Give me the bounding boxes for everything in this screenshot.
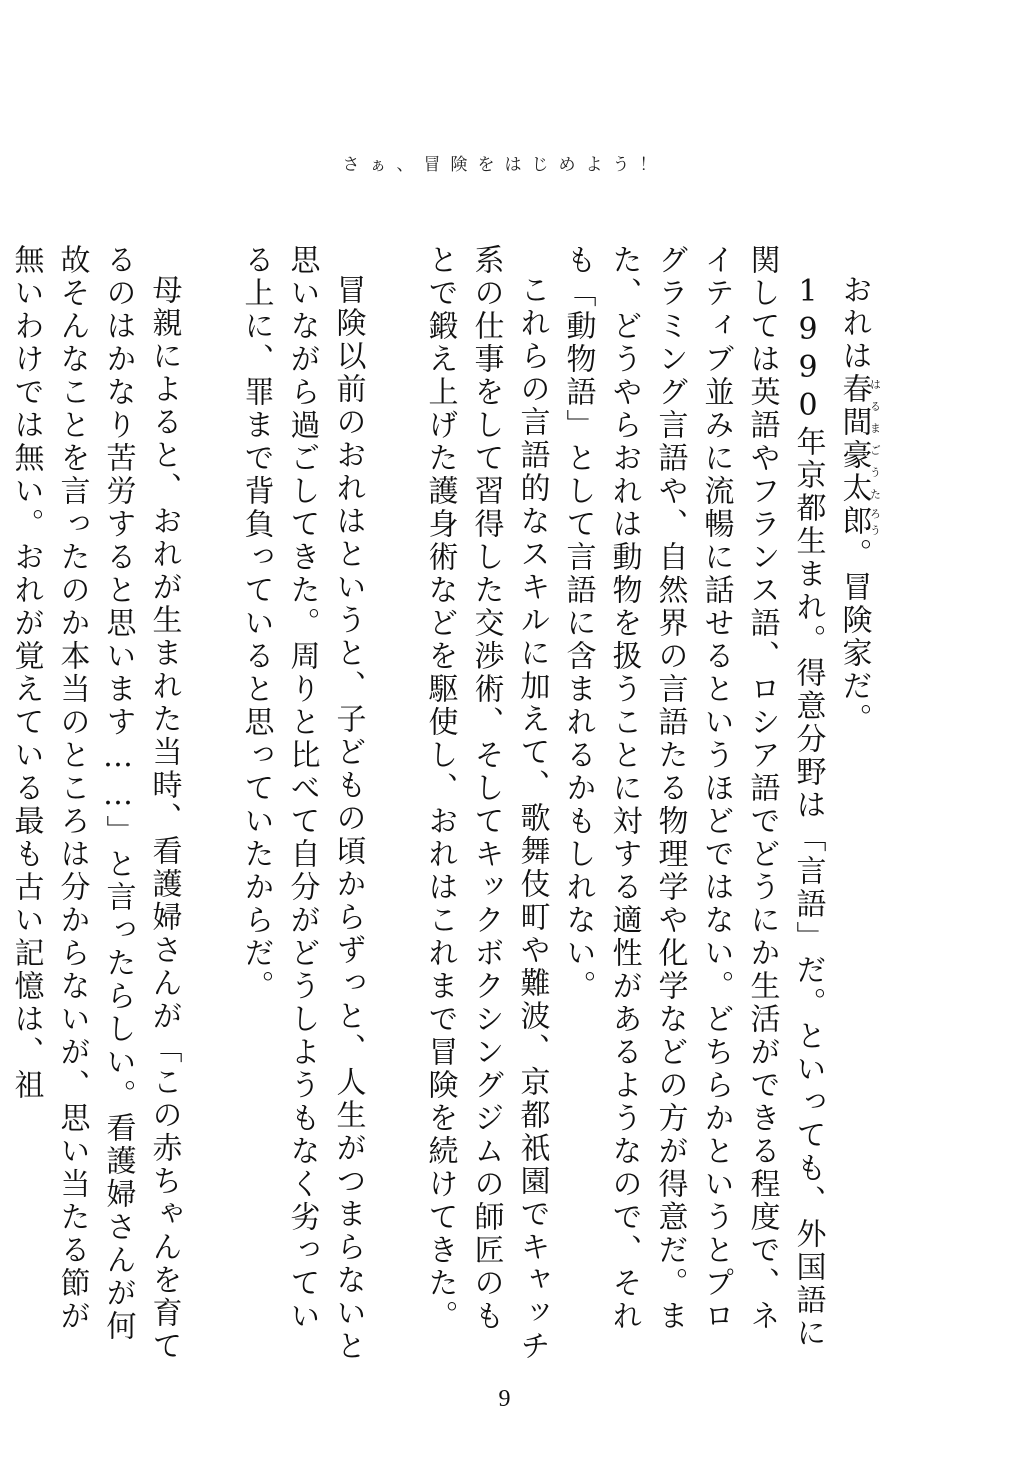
reading-gota: ごうた: [868, 439, 882, 505]
name-ruby-gota: [836, 439, 882, 505]
intro-text-lead: おれは: [836, 274, 872, 373]
name-haruma: 春間: [836, 373, 872, 439]
intro-text-tail: 。冒険家だ。: [836, 538, 872, 736]
running-title: さぁ、冒険をはじめよう！: [342, 155, 667, 175]
name-ruby-ro: [836, 505, 882, 538]
body-text: [3, 244, 882, 1364]
reading-ro: ろう: [868, 505, 882, 538]
name-gota: 豪太: [836, 439, 872, 505]
paragraph-before-adventure: 冒険以前のおれはというと、子どもの頃からずっと、人生がつまらないと思いながら過ごしてきた。周りと比べて自分がどうしようもなく劣っている上に、罪まで背負っていると思っていたからだ。: [238, 244, 366, 1363]
paragraph-intro: [831, 244, 882, 1364]
paragraph-mother: 母親によると、おれが生まれた当時、看護婦さんが「この赤ちゃんを育てるのはかなり苦労すると思います……」と言ったらしい。看護婦さんが何故そんなことを言ったのか本当のところは分からないが、思い当たる節が無いわけでは無い。おれが覚えている最も古い記憶は、祖: [8, 244, 182, 1363]
paragraph-languages: 1990年京都生まれ。得意分野は「言語」だ。といっても、外国語に関しては英語やフランス語、ロシア語でどうにか生活ができる程度で、ネイティブ並みに流暢に話せるというほどではない。どちらかというとプログラミング言語や、自然界の言語たる物理学や化学などの方が得意だ。また、どうやらおれは動物を扱うことに対する適性があるようなので、それも「動物語」として言語に含まれるかもしれない。: [560, 244, 826, 1350]
reading-haruma: はるま: [868, 373, 882, 439]
page-number: 9: [498, 1386, 511, 1412]
name-ro: 郎: [836, 505, 872, 538]
name-ruby-haruma: [836, 373, 882, 439]
paragraph-skills: これらの言語的なスキルに加えて、歌舞伎町や難波、京都祇園でキャッチ系の仕事をして習得した交渉術、そしてキックボクシングジムの師匠のもとで鍛え上げた護身術などを駆使し、おれはこれまで冒険を続けてきた。: [422, 244, 550, 1363]
